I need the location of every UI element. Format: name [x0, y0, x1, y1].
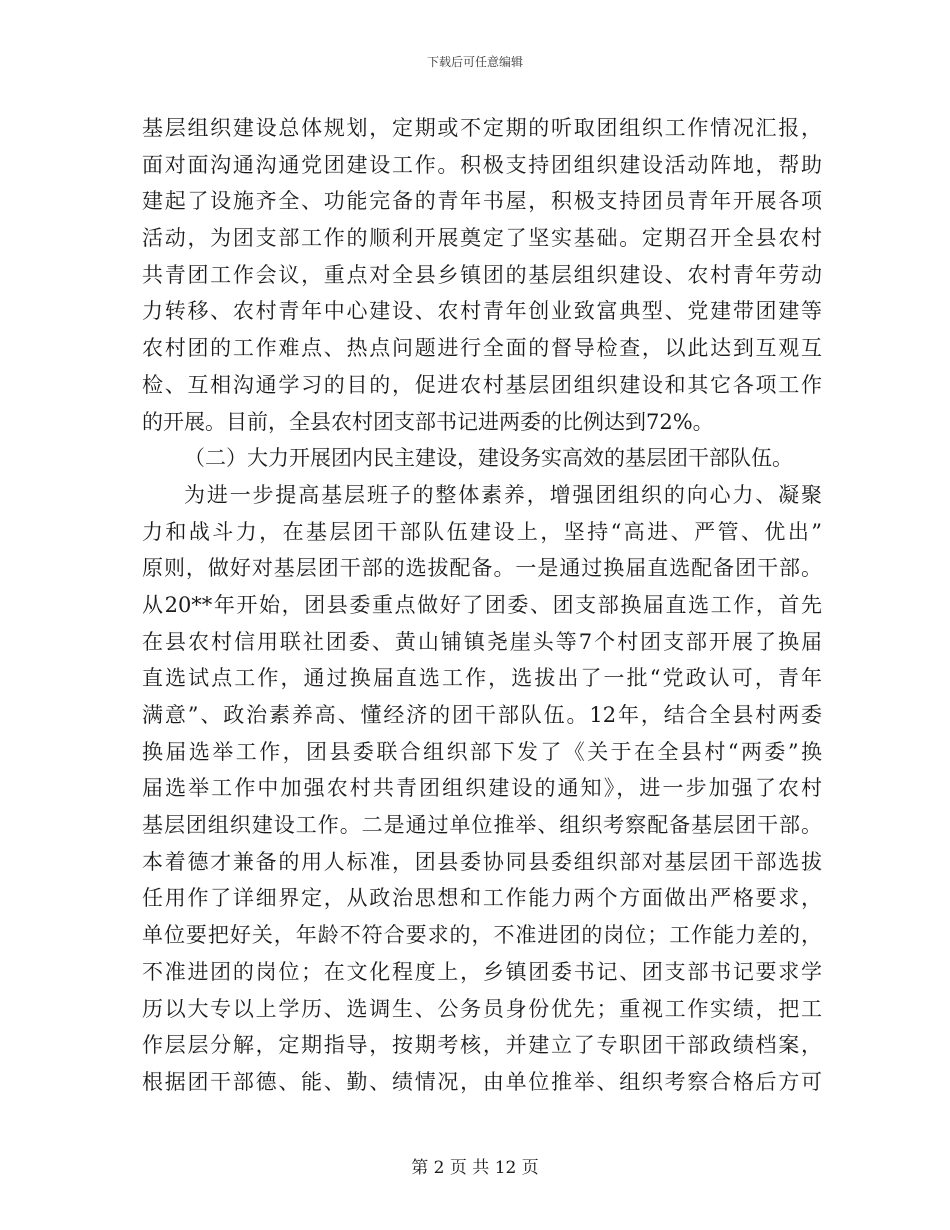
body-line: 原则，做好对基层团干部的选拔配备。一是通过换届直选配备团干部。 [142, 556, 822, 581]
body-line: 基层团组织建设工作。二是通过单位推举、组织考察配备基层团干部。 [142, 813, 822, 838]
body-line: 换届选举工作，团县委联合组织部下发了《关于在全县村“两委”换 [142, 739, 822, 764]
body-line: 根据团干部德、能、勤、绩情况，由单位推举、组织考察合格后方可 [142, 1069, 822, 1094]
body-line: 力转移、农村青年中心建设、农村青年创业致富典型、党建带团建等 [142, 299, 822, 324]
body-line: 建起了设施齐全、功能完备的青年书屋，积极支持团员青年开展各项 [142, 189, 822, 214]
body-line: 农村团的工作难点、热点问题进行全面的督导检查，以此达到互观互 [142, 336, 822, 361]
body-line: 届选举工作中加强农村共青团组织建设的通知》，进一步加强了农村 [142, 776, 822, 801]
body-line: 面对面沟通沟通党团建设工作。积极支持团组织建设活动阵地，帮助 [142, 152, 822, 177]
body-line: 检、互相沟通学习的目的，促进农村基层团组织建设和其它各项工作 [142, 372, 822, 397]
body-line: 为进一步提高基层班子的整体素养，增强团组织的向心力、凝聚 [184, 482, 822, 507]
body-line: 历以大专以上学历、选调生、公务员身份优先；重视工作实绩，把工 [142, 996, 822, 1021]
page-header-note: 下载后可任意编辑 [426, 55, 523, 69]
body-line: 直选试点工作，通过换届直选工作，选拔出了一批“党政认可，青年 [142, 666, 822, 691]
body-line: 不准进团的岗位；在文化程度上，乡镇团委书记、团支部书记要求学 [142, 959, 822, 984]
body-line: 在县农村信用联社团委、黄山铺镇尧崖头等7个村团支部开展了换届 [142, 629, 822, 654]
section-heading: （二）大力开展团内民主建设，建设务实高效的基层团干部队伍。 [184, 446, 793, 471]
page-number-footer: 第 2 页 共 12 页 [411, 1158, 539, 1178]
body-line: 本着德才兼备的用人标准，团县委协同县委组织部对基层团干部选拔 [142, 849, 822, 874]
body-line: 单位要把好关，年龄不符合要求的，不准进团的岗位；工作能力差的， [142, 923, 822, 948]
body-line: 作层层分解，定期指导，按期考核，并建立了专职团干部政绩档案， [142, 1033, 822, 1058]
body-line: 任用作了详细界定，从政治思想和工作能力两个方面做出严格要求， [142, 886, 822, 911]
body-line: 基层组织建设总体规划，定期或不定期的听取团组织工作情况汇报， [142, 116, 822, 140]
body-line: 满意”、政治素养高、懂经济的团干部队伍。12年，结合全县村两委 [142, 703, 822, 727]
body-line: 的开展。目前，全县农村团支部书记进两委的比例达到72%。 [142, 409, 714, 434]
document-body [142, 110, 822, 1101]
body-line: 活动，为团支部工作的顺利开展奠定了坚实基础。定期召开全县农村 [142, 226, 822, 251]
body-line: 力和战斗力，在基层团干部队伍建设上，坚持“高进、严管、优出” [142, 519, 822, 544]
body-line: 从20**年开始，团县委重点做好了团委、团支部换届直选工作，首先 [142, 592, 822, 617]
body-line: 共青团工作会议，重点对全县乡镇团的基层组织建设、农村青年劳动 [142, 262, 822, 287]
